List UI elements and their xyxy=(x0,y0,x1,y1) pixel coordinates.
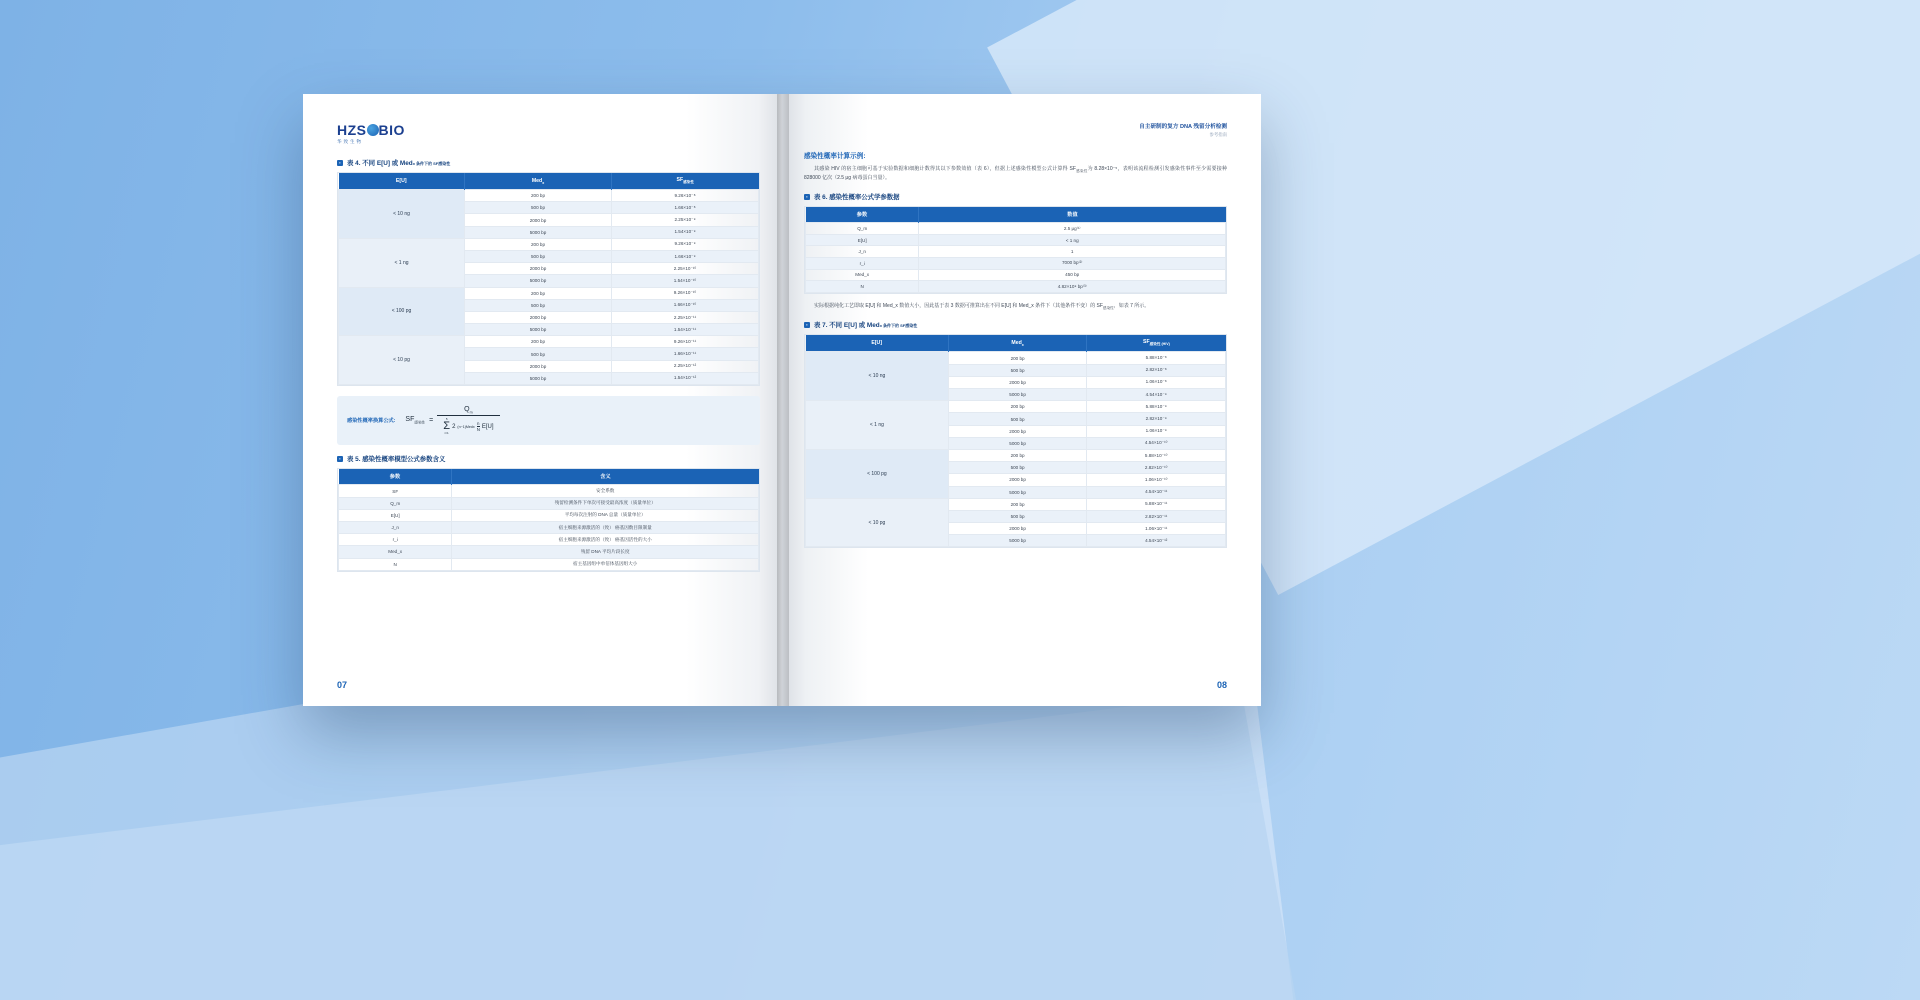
table-row xyxy=(806,257,1226,269)
table-cell: 2.5 μg⁽¹⁾ xyxy=(919,223,1226,235)
table-cell: 500 bp xyxy=(948,364,1087,376)
table-cell: 2000 bp xyxy=(948,523,1087,535)
table7-header-row xyxy=(806,335,1226,352)
table-cell: 残留 DNA 平均片段长度 xyxy=(452,546,759,558)
formula-numerator: $Q_m$ xyxy=(464,406,473,415)
table4-caption-sub2: 感染性 xyxy=(438,161,451,166)
table-cell: 450 bp xyxy=(919,269,1226,280)
table-cell: 2000 bp xyxy=(948,376,1087,388)
table-row xyxy=(339,521,759,533)
table-cell: 500 bp xyxy=(465,348,612,360)
table-row xyxy=(806,498,1226,510)
table-group-label: < 10 ng xyxy=(339,190,465,239)
logo-dot-icon xyxy=(367,124,379,136)
table5-caption xyxy=(337,454,760,463)
table-cell: 5.88×10⁻¹⁰ xyxy=(1087,449,1226,461)
table-row xyxy=(806,223,1226,235)
running-header-line2: 参考指南 xyxy=(1209,132,1227,137)
table6-caption-text: 表 6. 感染性概率公式学参数据 xyxy=(814,194,900,202)
table-cell: 2.82×10⁻¹¹ xyxy=(1087,510,1226,522)
book-spine xyxy=(777,94,789,706)
table-cell: SF xyxy=(339,485,452,497)
formula-mini-fraction: n N xyxy=(476,421,480,433)
table-cell: 安全系数 xyxy=(452,485,759,497)
table-row xyxy=(806,235,1226,246)
table-group-label: < 1 ng xyxy=(806,401,949,450)
table-cell: 200 bp xyxy=(948,498,1087,510)
table-cell: 2.25×10⁻⁹ xyxy=(612,214,759,226)
infectivity-formula-box xyxy=(337,396,760,445)
table-row xyxy=(806,449,1226,461)
table-cell: N xyxy=(806,280,919,292)
open-book xyxy=(303,94,1261,706)
table-cell: 200 bp xyxy=(465,238,612,250)
table-cell: 4.54×10⁻⁹ xyxy=(1087,389,1226,401)
bullet-square-icon: ▪ xyxy=(337,456,343,462)
table7-caption-sub2: 感染性 xyxy=(905,323,918,329)
left-page xyxy=(303,94,782,706)
table-cell: 1.54×10⁻¹¹ xyxy=(612,324,759,336)
table-group-label: < 10 pg xyxy=(339,336,465,385)
table-cell: 500 bp xyxy=(465,202,612,214)
table-row xyxy=(339,485,759,497)
table-cell: 200 bp xyxy=(465,190,612,202)
table5-th-param: 参数 xyxy=(339,469,452,485)
table7-wrapper xyxy=(804,334,1227,548)
paragraph-2-text: 实际根据纯化工艺即取 E[U] 和 Med_x 数值大小，因此基于表 3 数据可推算出在不同 E[U] 和 Med_x 条件下（其他条件不变）的 SF xyxy=(814,303,1103,310)
table-cell: 7000 bp⁽²⁾ xyxy=(919,257,1226,269)
table7-caption-sub: x 条件下的 SF xyxy=(879,323,906,329)
table-cell: Q_m xyxy=(339,497,452,509)
table-cell: 5000 bp xyxy=(465,226,612,238)
table-cell: 1.66×10⁻⁸ xyxy=(612,202,759,214)
table-row xyxy=(806,269,1226,280)
paragraph-2: 实际根据纯化工艺即取 E[U] 和 Med_x 数值大小，因此基于表 3 数据可推算出在不同 E[U] 和 Med_x 条件下（其他条件不变）的 $SF_{感染性}$，如表 7 所示。 xyxy=(814,303,1150,311)
table7-caption xyxy=(804,320,1227,329)
table-cell: 5.88×10⁻⁹ xyxy=(1087,401,1226,413)
table5-th-meaning: 含义 xyxy=(452,469,759,485)
table5 xyxy=(338,469,759,570)
table-group-label: < 10 ng xyxy=(806,352,949,401)
paragraph-1-text: 其感染 HIV 的宿主细胞可基于实验数据和细胞计数得其以下参数效值（表 6），但据上述感染性模型公式计算得 SF xyxy=(814,166,1076,172)
table4-caption xyxy=(337,158,760,167)
table7-th-eu: E[U] xyxy=(806,335,949,352)
table-cell: 1.54×10⁻⁹ xyxy=(612,226,759,238)
table4-th-med: Med$_x$ xyxy=(465,173,612,190)
table-row xyxy=(806,401,1226,413)
table-cell: < 1 ng xyxy=(919,235,1226,246)
sigma-icon: 5 Σ i=1 xyxy=(443,417,451,436)
table-row xyxy=(806,280,1226,292)
table-cell: 2.25×10⁻¹⁰ xyxy=(612,263,759,275)
table-cell: 1.06×10⁻¹⁰ xyxy=(1087,474,1226,486)
table-cell: 宿主基因组中单倍体基因组大小 xyxy=(452,558,759,570)
table-cell: 500 bp xyxy=(948,462,1087,474)
paragraph-1-cont: 为 8.28×10⁻⁵，表明该流程检测引发感染性事件至少需要接种 828000 亿次（2.5 μg 病毒蛋白当量）。 xyxy=(804,166,1227,182)
table4-wrapper xyxy=(337,172,760,386)
section-title-example: 感染性概率计算示例: xyxy=(804,153,866,160)
table-cell: r_i xyxy=(339,534,452,546)
bullet-square-icon: ▪ xyxy=(337,160,343,166)
table-cell: 2.82×10⁻¹⁰ xyxy=(1087,462,1226,474)
table-cell: 4.54×10⁻¹¹ xyxy=(1087,486,1226,498)
table-row xyxy=(339,558,759,570)
table-cell: 200 bp xyxy=(948,401,1087,413)
table6-wrapper xyxy=(804,206,1227,294)
table-cell: r_i xyxy=(806,257,919,269)
running-header xyxy=(804,122,1227,138)
table-cell: 200 bp xyxy=(948,352,1087,364)
page-number-right: 08 xyxy=(1216,680,1227,690)
table6-th-value: 数值 xyxy=(919,207,1226,223)
table-cell: 4.54×10⁻¹⁰ xyxy=(1087,437,1226,449)
table-cell: E[U] xyxy=(339,509,452,521)
formula-label: 感染性概率换算公式: xyxy=(347,418,396,425)
table7-caption-text: 表 7. 不同 E[U] 或 Med xyxy=(814,322,880,330)
table-cell: 残留检测条件下单次可接受最高浓度（质量单位） xyxy=(452,497,759,509)
table-row xyxy=(339,287,759,299)
table-cell: N xyxy=(339,558,452,570)
table-group-label: < 10 pg xyxy=(806,498,949,547)
table-cell: 9.26×10⁻⁹ xyxy=(612,238,759,250)
table-cell: J_n xyxy=(806,246,919,257)
table-cell: 2000 bp xyxy=(465,311,612,323)
table-cell: 200 bp xyxy=(465,336,612,348)
table-row xyxy=(339,238,759,250)
table7-th-sf: $SF_{感染性 (HIV)}$ xyxy=(1087,335,1226,352)
table-cell: 200 bp xyxy=(948,449,1087,461)
table-cell: 2000 bp xyxy=(465,360,612,372)
table-group-label: < 100 pg xyxy=(806,449,949,498)
table4-caption-sub: x 条件下的 SF xyxy=(412,161,439,166)
bullet-square-icon: ▪ xyxy=(804,194,810,200)
table-row xyxy=(339,497,759,509)
table-cell: 2000 bp xyxy=(948,474,1087,486)
table-cell: 2000 bp xyxy=(948,425,1087,437)
table-cell: 1.66×10⁻¹⁰ xyxy=(612,299,759,311)
table6-header-row xyxy=(806,207,1226,223)
table-cell: 5.88×10⁻⁸ xyxy=(1087,352,1226,364)
table-cell: 宿主细胞来源激活的（致） 癌基因活性的大小 xyxy=(452,534,759,546)
table-cell: 1.06×10⁻⁹ xyxy=(1087,425,1226,437)
table-cell: 500 bp xyxy=(948,510,1087,522)
table6-th-param: 参数 xyxy=(806,207,919,223)
table-cell: Med_x xyxy=(806,269,919,280)
formula-denominator: 5 Σ i=1 2 (n−1)Medx n N E[U] xyxy=(437,415,499,435)
table-cell: 4.82×10⁹ bp⁽³⁾ xyxy=(919,280,1226,292)
table5-header-row xyxy=(339,469,759,485)
table-cell: 5000 bp xyxy=(465,372,612,384)
table5-wrapper xyxy=(337,468,760,571)
table-cell: 5000 bp xyxy=(948,535,1087,547)
table-cell: 1.06×10⁻⁸ xyxy=(1087,376,1226,388)
page-number-left: 07 xyxy=(337,680,348,690)
table-row xyxy=(339,534,759,546)
table-cell: 9.26×10⁻¹⁰ xyxy=(612,287,759,299)
table-row xyxy=(806,352,1226,364)
table-cell: 2000 bp xyxy=(465,263,612,275)
table5-caption-text: 表 5. 感染性概率模型公式参数含义 xyxy=(347,456,446,464)
table-cell: E[U] xyxy=(806,235,919,246)
table-cell: 500 bp xyxy=(948,413,1087,425)
table-row xyxy=(339,336,759,348)
table-row xyxy=(339,190,759,202)
table-group-label: < 100 pg xyxy=(339,287,465,336)
table-group-label: < 1 ng xyxy=(339,238,465,287)
table4-header-row xyxy=(339,173,759,190)
brand-subtitle: 华致生物 xyxy=(337,139,363,144)
bullet-square-icon: ▪ xyxy=(804,322,810,328)
table-row xyxy=(806,246,1226,257)
table4-th-eu: E[U] xyxy=(339,173,465,190)
table-cell: 5000 bp xyxy=(948,437,1087,449)
table6-caption xyxy=(804,192,1227,201)
table-cell: 5000 bp xyxy=(465,275,612,287)
table-cell: 5000 bp xyxy=(948,486,1087,498)
table-cell: 1.54×10⁻¹⁰ xyxy=(612,275,759,287)
formula-lhs: $SF_{感染性}$ xyxy=(405,416,426,425)
table7-th-med: Med$_x$ xyxy=(948,335,1087,352)
table6 xyxy=(805,207,1226,293)
table-cell: 9.26×10⁻¹¹ xyxy=(612,336,759,348)
table-row xyxy=(339,509,759,521)
brand-name-part1: HZS xyxy=(337,122,367,138)
formula-fraction xyxy=(437,406,499,435)
table-cell: 1.66×10⁻⁹ xyxy=(612,250,759,262)
table-cell: Q_m xyxy=(806,223,919,235)
paragraph-1: 其感染 HIV 的宿主细胞可基于实验数据和细胞计数得其以下参数效值（表 6），但据上述感染性模型公式计算得 $SF_{感染性}$为 8.28×10⁻⁵，表明该流程检测引发感染性事件至少需要接种 828000 亿次（2.5 μg 病毒蛋白当量）。 xyxy=(804,166,1227,182)
table-cell: 5.88×10⁻¹¹ xyxy=(1087,498,1226,510)
table-cell: 1.54×10⁻¹² xyxy=(612,372,759,384)
table-cell: 2.25×10⁻¹² xyxy=(612,360,759,372)
table-cell: 2.82×10⁻⁹ xyxy=(1087,413,1226,425)
table-cell: 5000 bp xyxy=(465,324,612,336)
table-cell: 2000 bp xyxy=(465,214,612,226)
brand-name-part2: BIO xyxy=(378,122,405,138)
table-cell: 2.25×10⁻¹¹ xyxy=(612,311,759,323)
table-cell: 200 bp xyxy=(465,287,612,299)
running-header-line1: 自主研制的复方 DNA 残留分析检测 xyxy=(1139,124,1227,130)
table-cell: 4.54×10⁻¹² xyxy=(1087,535,1226,547)
table-cell: 2.82×10⁻⁸ xyxy=(1087,364,1226,376)
table-row xyxy=(339,546,759,558)
table7 xyxy=(805,335,1226,547)
table-cell: 1.66×10⁻¹¹ xyxy=(612,348,759,360)
table-cell: 500 bp xyxy=(465,299,612,311)
table-cell: 500 bp xyxy=(465,250,612,262)
brand-logo xyxy=(337,122,405,145)
table-cell: Med_x xyxy=(339,546,452,558)
table-cell: 宿主细胞来源激活的（致） 癌基因数目限制量 xyxy=(452,521,759,533)
right-page xyxy=(782,94,1261,706)
table-cell: 5000 bp xyxy=(948,389,1087,401)
table4-caption-text: 表 4. 不同 E[U] 或 Med xyxy=(347,160,413,167)
table-cell: 平均每次注射的 DNA 总量（质量单位） xyxy=(452,509,759,521)
table-cell: 1 xyxy=(919,246,1226,257)
formula-expression: $SF_{感染性}$ = $Q_m$ 5 Σ i=1 2 (n−1)Medx n N E[U] xyxy=(405,406,499,435)
table-cell: 9.26×10⁻⁸ xyxy=(612,190,759,202)
table-cell: J_n xyxy=(339,521,452,533)
table4 xyxy=(338,173,759,385)
paragraph-2-cont: ，如表 7 所示。 xyxy=(1113,303,1150,310)
table-cell: 1.06×10⁻¹¹ xyxy=(1087,523,1226,535)
table4-th-sf: $SF_{感染性}$ xyxy=(612,173,759,190)
